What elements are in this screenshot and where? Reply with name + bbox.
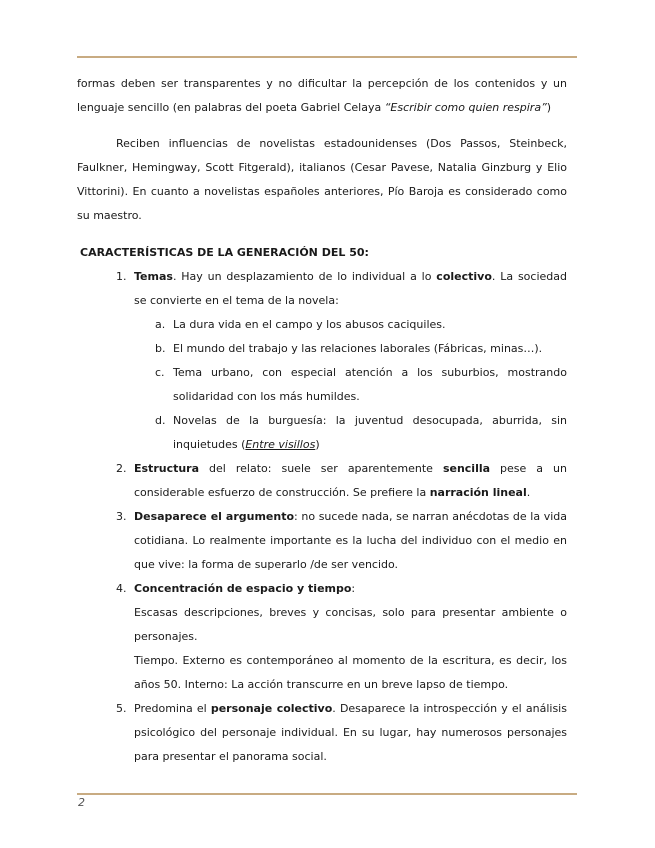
- item-4-descriptions: Escasas descripciones, breves y concisas, solo para presentar ambiente o personajes.: [134, 606, 567, 643]
- item-3-keyword: Desaparece el argumento: [134, 510, 295, 523]
- intro-p1-text: formas deben ser transparentes y no dificultar la percepción de los contenidos y un lenguaje sencillo (en palabras del poeta Gabriel Celaya: [77, 77, 567, 114]
- list-item-4: [77, 577, 567, 601]
- sub-item-d-end: ): [315, 438, 320, 451]
- item-2-keyword: Estructura: [134, 462, 200, 475]
- item-3-text: : no sucede nada, se narran anécdotas de la vida cotidiana. Lo realmente importante es la lucha del individuo con el medio en que vive: la forma de superarlo /de ser vencido.: [134, 510, 567, 571]
- sub-item-b-text: El mundo del trabajo y las relaciones laborales (Fábricas, minas…).: [173, 342, 543, 355]
- sub-item-c-text: Tema urbano, con especial atención a los suburbios, mostrando solidaridad con los más humildes.: [173, 366, 567, 403]
- item-4-time: Tiempo. Externo es contemporáneo al momento de la escritura, es decir, los años 50. Interno: La acción transcurre en un breve lapso de tiempo.: [134, 654, 567, 691]
- list-number: 4.: [116, 582, 127, 595]
- list-number: 1.: [116, 270, 127, 283]
- list-number: 5.: [116, 702, 127, 715]
- sub-item-a-text: La dura vida en el campo y los abusos caciquiles.: [173, 318, 446, 331]
- item-5-keyword: personaje colectivo: [210, 702, 333, 715]
- page-number: 2: [78, 796, 85, 809]
- intro-p1-end: ): [546, 101, 552, 114]
- header-rule: [77, 56, 577, 58]
- sub-item-a: [77, 313, 567, 337]
- sub-letter: d.: [155, 414, 166, 427]
- page-content: [77, 72, 567, 769]
- sub-letter: c.: [155, 366, 165, 379]
- list-item-3: [77, 505, 567, 577]
- list-item-2: [77, 457, 567, 505]
- celaya-quote: “Escribir como quien respira”: [384, 101, 547, 114]
- sub-letter: a.: [155, 318, 166, 331]
- item-4-keyword: Concentración de espacio y tiempo: [134, 582, 352, 595]
- item-5-text: . Desaparece la introspección y el análisis psicológico del personaje individual. En su lugar, hay numerosos personajes para presentar el panorama social.: [134, 702, 567, 763]
- footer-rule: [77, 793, 577, 795]
- item-2-text: del relato: suele ser aparentemente: [199, 462, 443, 475]
- novel-title: Entre visillos: [245, 438, 316, 451]
- item-2-keyword-2: sencilla: [442, 462, 491, 475]
- item-5-text-0: Predomina el: [134, 702, 211, 715]
- list-number: 2.: [116, 462, 127, 475]
- list-item-1: [77, 265, 567, 313]
- sub-item-b: [77, 337, 567, 361]
- list-number: 3.: [116, 510, 127, 523]
- list-item-5: [77, 697, 567, 769]
- item-1-text-2: . La sociedad se convierte en el tema de la novela:: [134, 270, 567, 307]
- item-2-text-3: .: [526, 486, 531, 499]
- sub-item-c: [77, 361, 567, 409]
- intro-paragraph-1: [77, 72, 567, 120]
- sub-item-d: [77, 409, 567, 457]
- item-4-text: :: [351, 582, 356, 595]
- item-1-keyword-2: colectivo: [436, 270, 492, 283]
- section-heading: CARACTERÍSTICAS DE LA GENERACIÓN DEL 50:: [80, 246, 369, 259]
- sub-item-d-text: Novelas de la burguesía: la juventud desocupada, aburrida, sin inquietudes (: [173, 414, 567, 451]
- sub-letter: b.: [155, 342, 166, 355]
- intro-paragraph-2: Reciben influencias de novelistas estadounidenses (Dos Passos, Steinbeck, Faulkner, Hemingway, Scott Fitgerald), italianos (Cesar Pavese, Natalia Ginzburg y Elio Vittorini). En cuanto a novelistas españoles anteriores, Pío Baroja es considerado como su maestro.: [77, 137, 567, 222]
- item-2-keyword-3: narración lineal: [429, 486, 527, 499]
- item-1-text: . Hay un desplazamiento de lo individual a lo: [172, 270, 437, 283]
- item-1-keyword: Temas: [134, 270, 173, 283]
- item-2-text-2: pese a un considerable esfuerzo de construcción. Se prefiere la: [134, 462, 567, 499]
